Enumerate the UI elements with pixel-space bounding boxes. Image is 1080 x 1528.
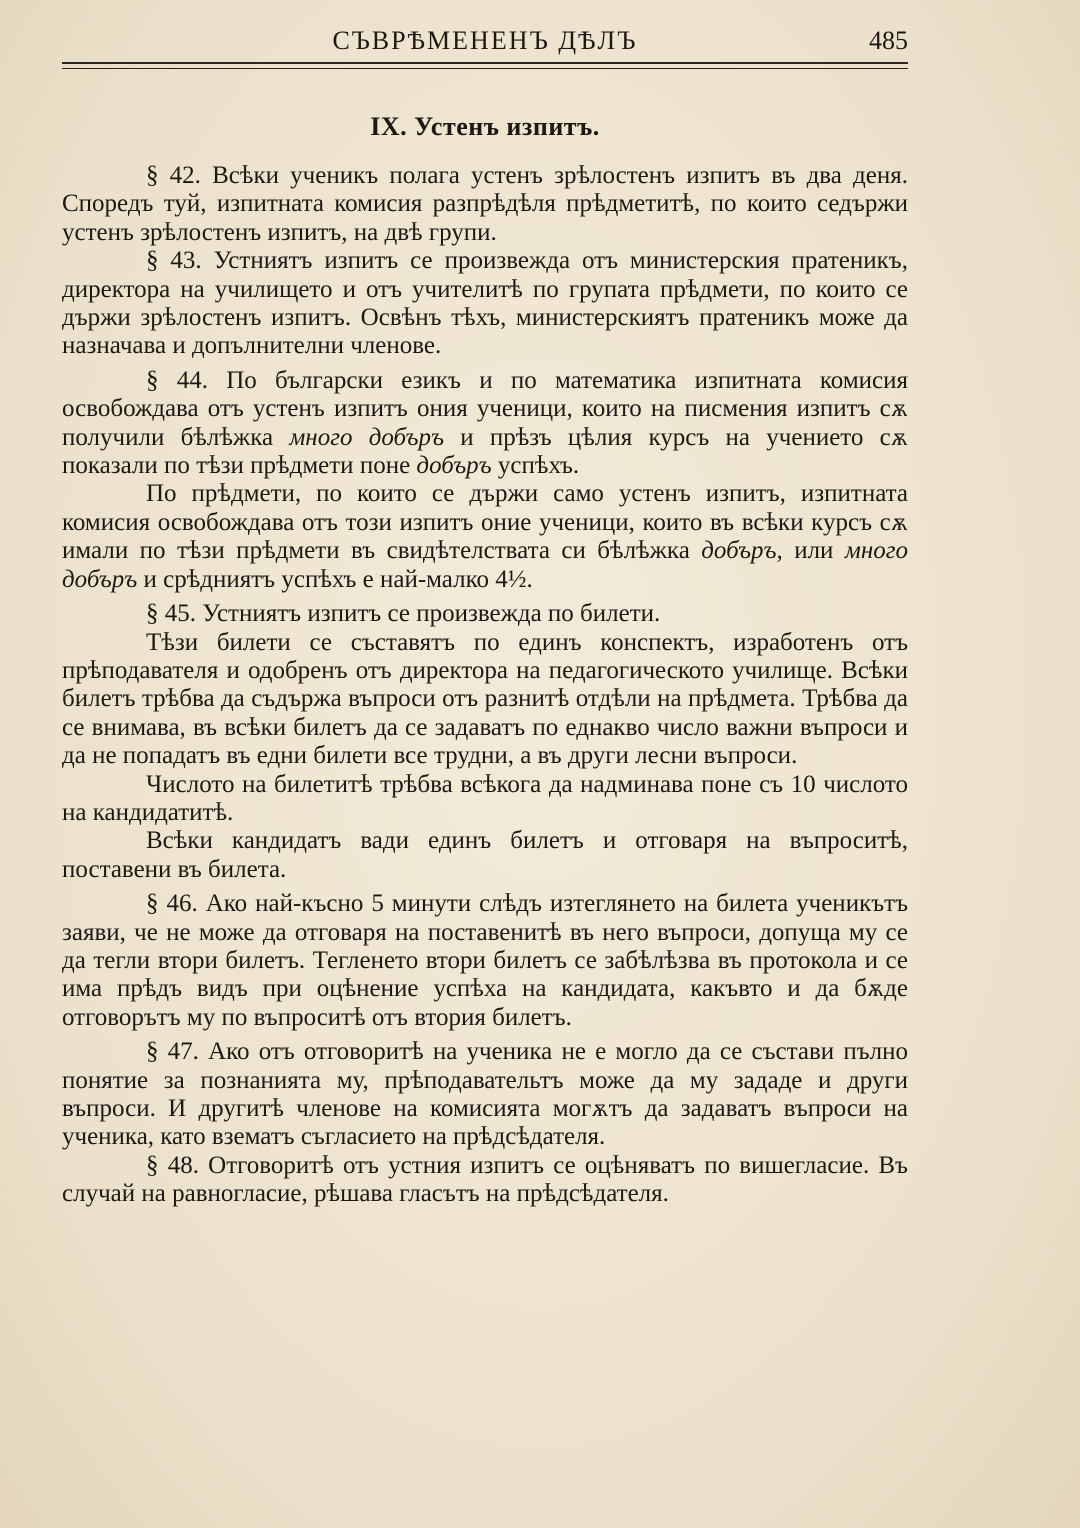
- paragraph-42: § 42. Всѣки ученикъ полага устенъ зрѣлостенъ изпитъ въ два деня. Споредъ туй, изпитната комисия разпрѣдѣля прѣдметитѣ, по които седържи устенъ зрѣлостенъ изпитъ, на двѣ групи.: [62, 162, 908, 246]
- header-rule-thin: [62, 68, 908, 69]
- paragraph-44-italic-1: много добъръ: [289, 423, 444, 451]
- running-title: СЪВРѢМЕНЕНЪ ДѢЛЪ: [332, 26, 638, 55]
- paragraph-44-italic-2: добъръ: [416, 452, 492, 480]
- section-title: IX. Устенъ изпитъ.: [370, 112, 600, 141]
- paragraph-44-text-c: успѣхъ.: [497, 452, 580, 480]
- paragraph-45-draw: Всѣки кандидатъ вади единъ билетъ и отговаря на въпроситѣ, поставени въ билета.: [62, 827, 908, 883]
- paragraph-48: § 48. Отговоритѣ отъ устния изпитъ се оцѣняватъ по вишегласие. Въ случай на равногласие, рѣшава гласътъ на прѣдсѣдателя.: [62, 1151, 908, 1208]
- paragraph-44b-italic-1: добъръ,: [701, 537, 783, 565]
- running-header: [62, 22, 908, 62]
- paragraph-44: [62, 367, 908, 481]
- paragraph-46: § 46. Ако най-късно 5 минути слѣдъ изтеглянето на билета ученикътъ заяви, че не може да отговаря на поставенитѣ въ него въпроси, допуща му се да тегли втори билетъ. Тегленето втори билетъ се забѣлѣзва въ протокола и се има прѣдъ видъ при оцѣнение успѣха на кандидата, какъвто и да бѫде отговорътъ му по въпроситѣ отъ втория билетъ.: [62, 890, 908, 1031]
- paragraph-44b-text-c: и срѣдниятъ успѣхъ е най-малко 4½.: [143, 565, 533, 593]
- paragraph-47: § 47. Ако отъ отговоритѣ на ученика не е могло да се състави пълно понятие за познанията му, прѣподавательтъ може да му зададе и други въпроси. И другитѣ членове на комисията могѫтъ да задаватъ въпроси на ученика, като взематъ съгласието на прѣдсѣдателя.: [62, 1038, 908, 1151]
- paragraph-45: § 45. Устниятъ изпитъ се произвежда по билети.: [146, 600, 661, 628]
- paragraph-45-count: Числото на билетитѣ трѣбва всѣкога да надминава поне съ 10 числото на кандидатитѣ.: [62, 770, 908, 826]
- paragraph-45-tickets: Тѣзи билети се съставятъ по единъ конспектъ, изработенъ отъ прѣподавателя и одобренъ отъ директора на педагогическото училище. Всѣки билетъ трѣбва да съдържа въпроси отъ разнитѣ отдѣли на прѣдмета. Трѣбва да се внимава, въ всѣки билетъ да се задаватъ по еднакво число важни въпроси и да не попадатъ въ едни билети все трудни, а въ други лесни въпроси.: [62, 628, 908, 770]
- page-number: 485: [869, 26, 908, 55]
- page-body: [62, 162, 908, 1209]
- paragraph-43: § 43. Устниятъ изпитъ се произвежда отъ министерския пратеникъ, директора на училището и отъ учителитѣ по групата прѣдмети, по които се държи зрѣлостенъ изпитъ. Освѣнъ тѣхъ, министерскиятъ пратеникъ може да назначава и допълнителни членове.: [62, 247, 908, 360]
- paragraph-44b-text-a: По прѣдмети, по които се държи само устенъ изпитъ, изпитната комисия освобождава отъ този изпитъ ониe ученици, които въ всѣки курсъ сѫ имали по тѣзи прѣдмети въ свидѣтелствата си бѣлѣжка: [62, 480, 908, 565]
- paragraph-44-text-b: и прѣзъ цѣлия курсъ на учението сѫ показали по тѣзи прѣдмети поне: [62, 423, 909, 480]
- paragraph-44b-text-b: или: [794, 537, 834, 565]
- paragraph-44b-italic-2: много добъръ: [62, 537, 908, 593]
- paragraph-44-text-a: § 44. По български езикъ и по математика изпитната комисия освобождава отъ устенъ изпитъ ония ученици, които на писмения изпитъ сѫ получили бѣлѣжка: [62, 366, 908, 451]
- paragraph-44-continued: [62, 480, 908, 594]
- header-rule-thick: [62, 62, 908, 64]
